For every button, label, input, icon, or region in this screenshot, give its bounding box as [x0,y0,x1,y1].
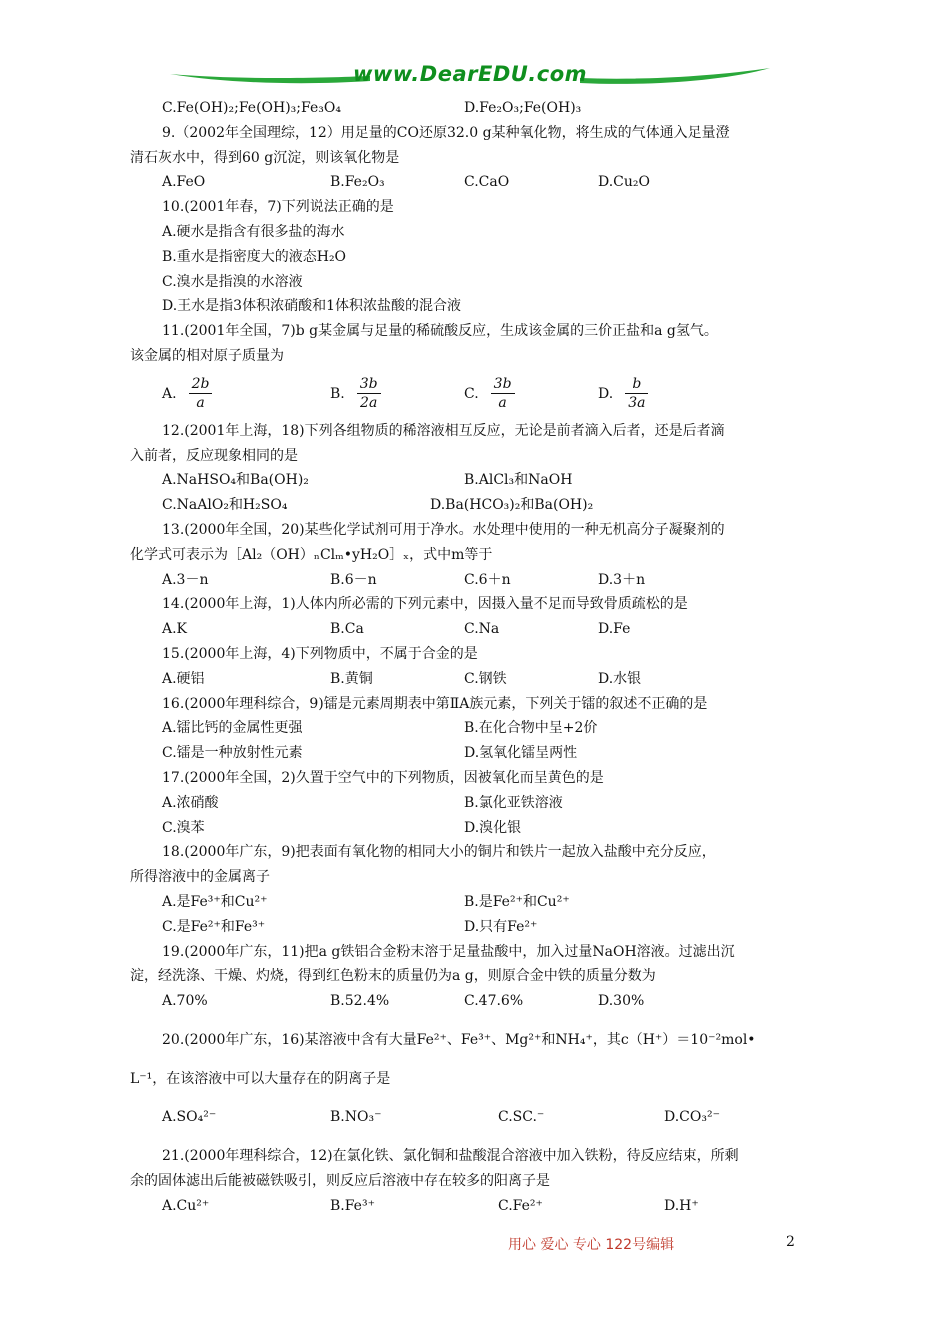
option-c: C.CaO [464,174,510,191]
question-15: 15.(2000年上海，4)下列物质中，不属于合金的是 [162,645,478,662]
question-13-cont: 化学式可表示为［Al₂（OH）ₙClₘ•yH₂O］ₓ，式中m等于 [130,546,493,563]
options-row [130,617,830,642]
option-a: A.镭比钙的金属性更强 [162,720,303,737]
option-d: D.氢氧化镭呈两性 [464,745,578,762]
option-a: A.硬水是指含有很多盐的海水 [162,223,345,240]
fraction: $\frac{3b}{2a}$ [357,375,381,412]
fraction: $\frac{3b}{a}$ [491,375,515,412]
question-content [130,96,830,1219]
option-c: C.溴苯 [162,819,205,836]
fraction: $\frac{b}{3a}$ [625,375,648,412]
question-17: 17.(2000年全国，2)久置于空气中的下列物质，因被氧化而呈黄色的是 [162,769,604,786]
options-row [130,989,830,1014]
footer-text: 用心 爱心 专心 122号编辑 [508,1237,675,1253]
question-18-cont: 所得溶液中的金属离子 [130,869,270,886]
question-10: 10.(2001年春，7)下列说法正确的是 [162,199,394,216]
options-row [130,667,830,692]
options-row [130,369,830,419]
options-row [130,915,830,940]
option-c: C.6＋n [464,571,511,588]
question-9: 9.（2002年全国理综，12）用足量的CO还原32.0 g某种氧化物，将生成的气体通入足量澄 [162,124,730,141]
option-c: C.47.6% [464,993,524,1010]
option-b: B.6－n [330,571,377,588]
option-d: D.王水是指3体积浓硝酸和1体积浓盐酸的混合液 [162,298,461,315]
option-d: D.30% [598,993,645,1010]
question-19-cont: 淀，经洗涤、干燥、灼烧，得到红色粉末的质量仍为a g，则原合金中铁的质量分数为 [130,968,656,985]
option-d: D.Cu₂O [598,174,650,191]
options-row [130,493,830,518]
option-a: A.Cu²⁺ [162,1197,210,1214]
option-b: B.52.4% [330,993,390,1010]
fraction: $\frac{2b}{a}$ [189,375,213,412]
option-a: A.K [162,621,188,638]
question-16: 16.(2000年理科综合，9)镭是元素周期表中第ⅡA族元素，下列关于镭的叙述不正确的是 [162,695,708,712]
question-21: 21.(2000年理科综合，12)在氯化铁、氯化铜和盐酸混合溶液中加入铁粉，待反应结束，所剩 [162,1148,739,1165]
options-row [130,170,830,195]
option-a: A. $\frac{2b}{a}$ [162,369,212,419]
option-b: B.NO₃⁻ [330,1109,382,1126]
option-b: B. $\frac{3b}{2a}$ [330,369,381,419]
option-c: C.溴水是指溴的水溶液 [162,273,303,290]
option-d: D.水银 [598,670,642,687]
question-20-cont: L⁻¹，在该溶液中可以大量存在的阴离子是 [130,1070,391,1087]
question-12: 12.(2001年上海，18)下列各组物质的稀溶液相互反应，无论是前者滴入后者，还是后者滴 [162,422,725,439]
option-a: A.FeO [162,174,206,191]
options-row [130,96,830,121]
options-row [130,816,830,841]
options-row [130,741,830,766]
option-b: B.黄铜 [330,670,373,687]
option-a: A.硬铝 [162,670,205,687]
option-b: B.重水是指密度大的液态H₂O [162,248,347,265]
question-21-cont: 余的固体滤出后能被磁铁吸引，则反应后溶液中存在较多的阳离子是 [130,1173,550,1190]
option-b: B.是Fe²⁺和Cu²⁺ [464,893,570,910]
option-d: D.3＋n [598,571,646,588]
options-row [130,890,830,915]
option-b: B.Fe₂O₃ [330,174,385,191]
question-20: 20.(2000年广东，16)某溶液中含有大量Fe²⁺、Fe³⁺、Mg²⁺和NH₄⁺，其c（H⁺）＝10⁻²mol• [162,1031,756,1048]
option-c: C.Fe(OH)₂;Fe(OH)₃;Fe₃O₄ [162,100,341,116]
option-b: B.AlCl₃和NaOH [464,472,573,489]
option-d: D.Ba(HCO₃)₂和Ba(OH)₂ [430,497,594,514]
option-c: C.镭是一种放射性元素 [162,745,303,762]
option-d: D.溴化银 [464,819,522,836]
options-row [130,1105,830,1130]
site-logo-text[interactable]: www.DearEDU.com [352,62,588,86]
question-12-cont: 入前者，反应现象相同的是 [130,447,298,464]
question-9-cont: 清石灰水中，得到60 g沉淀，则该氧化物是 [130,149,400,166]
option-c: C. $\frac{3b}{a}$ [464,369,515,419]
option-a: A.NaHSO₄和Ba(OH)₂ [162,472,309,489]
option-d: D.CO₃²⁻ [664,1109,720,1126]
site-header [160,58,780,98]
option-c: C.钢铁 [464,670,507,687]
options-row [130,716,830,741]
option-c: C.是Fe²⁺和Fe³⁺ [162,918,266,935]
question-11-cont: 该金属的相对原子质量为 [130,347,284,364]
question-19: 19.(2000年广东，11)把a g铁铝合金粉末溶于足量盐酸中，加入过量NaOH溶液。过滤出沉 [162,943,735,960]
option-b: B.在化合物中呈+2价 [464,720,598,737]
question-13: 13.(2000年全国，20)某些化学试剂可用于净水。水处理中使用的一种无机高分子凝聚剂的 [162,521,725,538]
option-a: A.SO₄²⁻ [162,1109,217,1126]
option-c: C.Fe²⁺ [498,1197,543,1214]
option-b: B.氯化亚铁溶液 [464,794,563,811]
options-row [130,791,830,816]
option-b: B.Ca [330,621,364,638]
option-d: D.只有Fe²⁺ [464,918,538,935]
option-a: A.70% [162,993,208,1010]
option-c: C.Na [464,621,500,638]
option-d: D.Fe [598,621,631,638]
option-d: D.H⁺ [664,1197,699,1214]
option-a: A.是Fe³⁺和Cu²⁺ [162,893,268,910]
options-row [130,568,830,593]
page-number: 2 [786,1234,795,1250]
option-d: D. $\frac{b}{3a}$ [598,369,648,419]
option-d: D.Fe₂O₃;Fe(OH)₃ [464,100,582,116]
option-c: C.NaAlO₂和H₂SO₄ [162,497,288,514]
option-b: B.Fe³⁺ [330,1197,375,1214]
options-row [130,1194,830,1219]
question-14: 14.(2000年上海，1)人体内所必需的下列元素中，因摄入量不足而导致骨质疏松的是 [162,596,688,613]
option-a: A.浓硝酸 [162,794,219,811]
question-18: 18.(2000年广东，9)把表面有氧化物的相同大小的铜片和铁片一起放入盐酸中充分反应， [162,844,716,861]
options-row [130,468,830,493]
option-c: C.SC.⁻ [498,1109,545,1126]
question-11: 11.(2001年全国，7)b g某金属与足量的稀硫酸反应，生成该金属的三价正盐和a g氢气。 [162,323,718,340]
option-a: A.3－n [162,571,209,588]
